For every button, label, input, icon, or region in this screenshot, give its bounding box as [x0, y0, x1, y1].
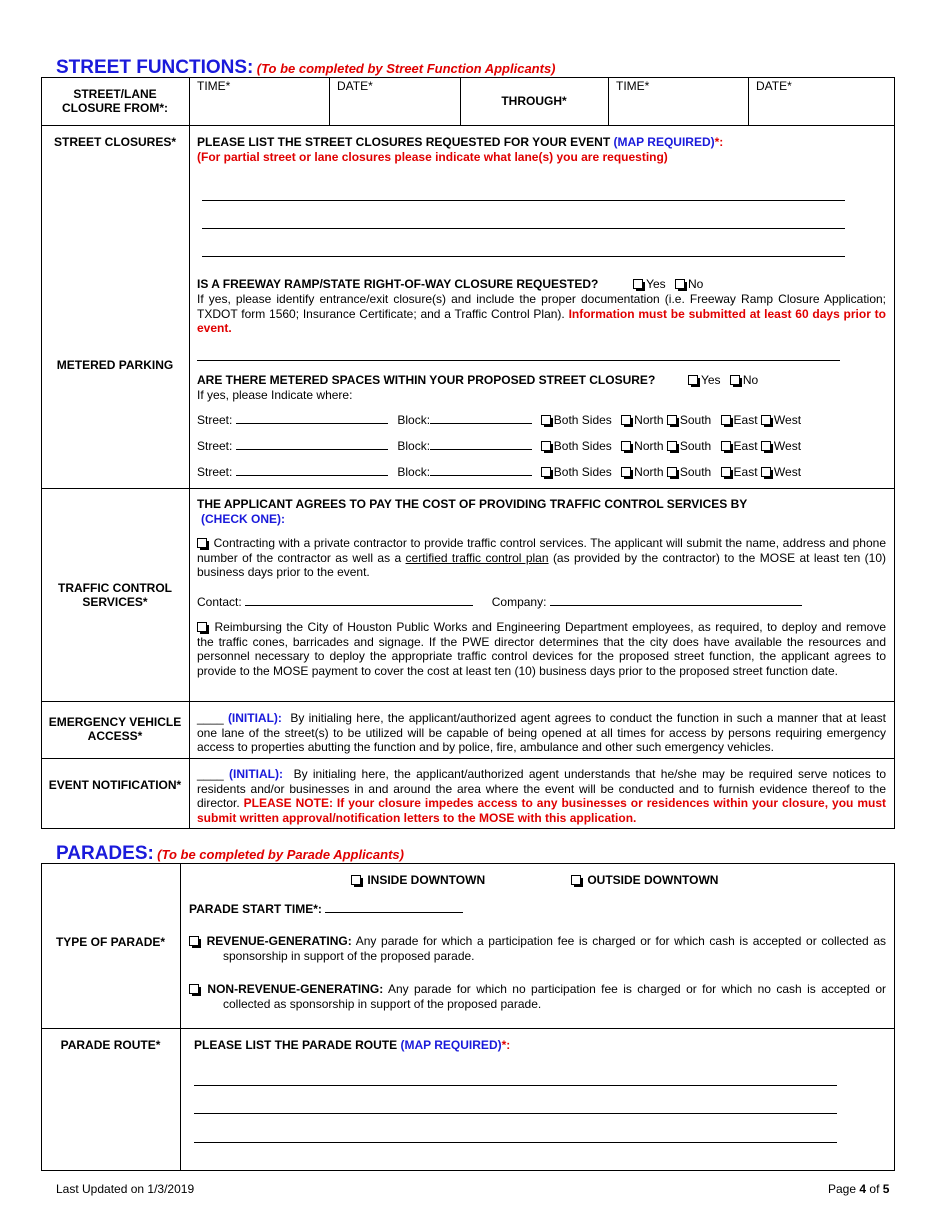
closures-line-3[interactable] [202, 256, 845, 257]
south-label: South [679, 439, 712, 453]
street-closures-label: STREET CLOSURES* [53, 135, 176, 149]
closures-heading-text: PLEASE LIST THE STREET CLOSURES REQUESTED FOR YOUR EVENT [197, 135, 611, 149]
east-checkbox[interactable] [721, 441, 731, 451]
contracting-text-2: (as provided by the contractor) to the MOSE at least ten (10) business days prior to the event. [197, 550, 886, 580]
metered-parking-label: METERED PARKING [56, 358, 174, 372]
block-field-label: Block: [397, 413, 431, 427]
freeway-no-label: No [687, 277, 704, 291]
street-field-label: Street: [197, 465, 233, 479]
date2-field-label: DATE* [756, 79, 792, 93]
parades-subtitle: (To be completed by Parade Applicants) [157, 847, 404, 862]
checkbox-icon [351, 875, 361, 885]
nonrevenue-checkbox[interactable] [189, 984, 199, 994]
closures-heading [197, 135, 723, 150]
metered-row [197, 413, 801, 428]
emergency-access-text [197, 711, 886, 755]
notification-initial-label: (INITIAL): [229, 767, 283, 781]
notification-warning: PLEASE NOTE: If your closure impedes access to any businesses or residences within your closure, you must submit written approval/notification letters to the MOSE with this application. [197, 796, 886, 825]
metered-question [197, 373, 758, 388]
checkbox-icon [571, 875, 581, 885]
reimbursing-text: Reimbursing the City of Houston Public Works and Engineering Department employees, as required, to deploy and remove the traffic cones, barricades and signage. If the PWE director determines that the city does have available the resources and personnel necessary to deploy the appropriate traffic control devices for the proposed street function, the applicant agrees to provide to the MOSE payment to cover the cost at least ten (10) business days prior to the proposed street function date. [197, 620, 886, 678]
north-checkbox[interactable] [621, 441, 631, 451]
inside-downtown-option[interactable] [351, 873, 485, 888]
start-time-input[interactable] [325, 902, 463, 913]
event-notification-text [197, 767, 886, 826]
both-sides-label: Both Sides [553, 413, 612, 427]
route-line-1[interactable] [194, 1085, 837, 1086]
checkbox-icon [633, 279, 643, 289]
event-notification-label: EVENT NOTIFICATION* [48, 778, 182, 792]
nonrevenue-option [189, 982, 886, 1011]
street-functions-heading: STREET FUNCTIONS: [56, 57, 254, 78]
checkbox-icon [675, 279, 685, 289]
revenue-checkbox[interactable] [189, 936, 199, 946]
row-divider [41, 758, 895, 759]
east-label: East [733, 413, 758, 427]
north-label: North [634, 439, 664, 453]
route-line-2[interactable] [194, 1113, 837, 1114]
column-divider [460, 77, 461, 125]
south-label: South [679, 465, 712, 479]
outside-downtown-option[interactable] [571, 873, 718, 888]
freeway-yes-label: Yes [646, 277, 666, 291]
street-field-label: Street: [197, 439, 233, 453]
time2-field-label: TIME* [616, 79, 650, 93]
freeway-question [197, 277, 703, 292]
row-divider [41, 701, 895, 702]
west-checkbox[interactable] [761, 441, 771, 451]
emergency-initial-input[interactable]: ____ [197, 711, 224, 725]
west-label: West [773, 413, 802, 427]
page-total: 5 [882, 1182, 890, 1196]
freeway-no-checkbox[interactable] [675, 277, 688, 291]
closures-line-2[interactable] [202, 228, 845, 229]
contracting-option [197, 536, 886, 580]
closure-from-time-input[interactable] [191, 92, 327, 122]
south-label: South [679, 413, 712, 427]
street-input[interactable] [236, 465, 388, 476]
east-label: East [733, 465, 758, 479]
column-divider [608, 77, 609, 125]
checkbox-icon [730, 375, 740, 385]
closure-through-time-input[interactable] [610, 92, 746, 122]
block-input[interactable] [430, 413, 532, 424]
west-checkbox[interactable] [761, 415, 771, 425]
closures-line-1[interactable] [202, 200, 845, 201]
traffic-control-label: TRAFFIC CONTROL SERVICES* [58, 581, 172, 610]
route-line-3[interactable] [194, 1142, 837, 1143]
both-sides-checkbox[interactable] [541, 415, 551, 425]
west-label: West [773, 439, 802, 453]
column-divider [180, 863, 181, 1171]
south-checkbox[interactable] [667, 467, 677, 477]
column-divider [189, 77, 190, 829]
emergency-text: By initialing here, the applicant/authorized agent agrees to conduct the function in such a manner that at least one lane of the street(s) to be utilized will be capable of being opened at all times for access by persons requiring emergency access to properties abutting the function and by police, fire, ambulance and other such emergency vehicles. [197, 711, 886, 755]
freeway-instructions [197, 292, 886, 336]
certified-plan-text: certified traffic control plan [405, 550, 549, 565]
start-time-label: PARADE START TIME*: [189, 902, 322, 916]
south-checkbox[interactable] [667, 415, 677, 425]
contact-row [197, 595, 802, 610]
block-input[interactable] [430, 465, 532, 476]
row-divider [41, 488, 895, 489]
closure-from-date-input[interactable] [331, 92, 458, 122]
company-field-label: Company: [491, 595, 547, 609]
closures-map-required: (MAP REQUIRED) [613, 135, 715, 149]
north-label: North [634, 465, 664, 479]
street-field-label: Street: [197, 413, 233, 427]
block-field-label: Block: [397, 439, 431, 453]
company-input[interactable] [550, 595, 802, 606]
street-functions-subtitle: (To be completed by Street Function Applicants) [256, 61, 556, 76]
reimbursing-option [197, 620, 886, 679]
east-checkbox[interactable] [721, 467, 731, 477]
west-checkbox[interactable] [761, 467, 771, 477]
page-current: 4 [859, 1182, 867, 1196]
south-checkbox[interactable] [667, 441, 677, 451]
inside-downtown-label: INSIDE DOWNTOWN [367, 873, 486, 887]
revenue-text: Any parade for which a participation fee is charged or for which cash is accepted or collected as sponsorship in support of the proposed parade. [223, 934, 886, 963]
route-heading-text: PLEASE LIST THE PARADE ROUTE [194, 1038, 398, 1052]
checkbox-icon [688, 375, 698, 385]
page-of: of [869, 1182, 880, 1196]
freeway-yes-checkbox[interactable] [633, 277, 646, 291]
nonrevenue-text: Any parade for which no participation fee is charged or for which no cash is accepted or collected as sponsorship in support of the proposed parade. [223, 982, 886, 1011]
reimbursing-checkbox[interactable] [197, 622, 207, 632]
street-input[interactable] [236, 439, 388, 450]
block-input[interactable] [430, 439, 532, 450]
parades-heading: PARADES: [56, 843, 154, 864]
east-label: East [733, 439, 758, 453]
column-divider [329, 77, 330, 125]
contracting-text: Contracting with a private contractor to provide traffic control services. The applicant will submit the name, address and phone number of the contractor as well as a [197, 536, 886, 565]
freeway-question-text: IS A FREEWAY RAMP/STATE RIGHT-OF-WAY CLOSURE REQUESTED? [197, 277, 599, 291]
both-sides-checkbox[interactable] [541, 441, 551, 451]
notification-initial-input[interactable]: ____ [197, 767, 224, 781]
north-checkbox[interactable] [621, 467, 631, 477]
freeway-warning: Information must be submitted at least 60 days prior to event. [197, 306, 886, 336]
page-number [828, 1182, 889, 1197]
check-one-label: (CHECK ONE): [201, 512, 285, 526]
both-sides-label: Both Sides [553, 439, 612, 453]
west-label: West [773, 465, 802, 479]
outside-downtown-label: OUTSIDE DOWNTOWN [587, 873, 719, 887]
type-of-parade-label: TYPE OF PARADE* [55, 935, 166, 949]
route-heading [194, 1038, 510, 1053]
closures-required-mark: *: [714, 135, 724, 149]
last-updated: Last Updated on 1/3/2019 [56, 1182, 195, 1196]
north-label: North [634, 413, 664, 427]
metered-no-checkbox[interactable] [730, 373, 743, 387]
block-field-label: Block: [397, 465, 431, 479]
both-sides-label: Both Sides [553, 465, 612, 479]
metered-yes-label: Yes [700, 373, 721, 387]
closure-through-date-input[interactable] [750, 92, 892, 122]
contact-input[interactable] [245, 595, 473, 606]
freeway-closure-line[interactable] [197, 360, 840, 361]
street-input[interactable] [236, 413, 388, 424]
closures-note: (For partial street or lane closures please indicate what lane(s) you are requesting) [197, 150, 668, 164]
freeway-text: If yes, please identify entrance/exit closure(s) and include the proper documentation (i.e. Freeway Ramp Closure Application; TXDOT form 1560; Insurance Certificate; and a Traffic Control Plan). [197, 292, 886, 321]
nonrevenue-label: NON-REVENUE-GENERATING: [207, 982, 384, 996]
through-label: THROUGH* [501, 94, 567, 108]
metered-row [197, 439, 801, 454]
time-field-label: TIME* [197, 79, 231, 93]
east-checkbox[interactable] [721, 415, 731, 425]
parade-route-label: PARADE ROUTE* [60, 1038, 161, 1052]
parades-table [41, 863, 895, 1171]
route-map-required: (MAP REQUIRED) [400, 1038, 502, 1052]
metered-yes-checkbox[interactable] [688, 373, 701, 387]
revenue-label: REVENUE-GENERATING: [206, 934, 352, 948]
metered-question-text: ARE THERE METERED SPACES WITHIN YOUR PROPOSED STREET CLOSURE? [197, 373, 656, 387]
route-required-mark: *: [501, 1038, 511, 1052]
notification-text: By initialing here, the applicant/authorized agent understands that he/she may be required serve notices to residents and/or businesses in and around the area where the event will be conducted and to furnish evidence thereof to the director. [197, 767, 886, 811]
column-divider [748, 77, 749, 125]
contracting-checkbox[interactable] [197, 538, 207, 548]
closure-from-label: STREET/LANE CLOSURE FROM*: [62, 87, 168, 116]
parade-start-time [189, 902, 463, 917]
traffic-heading: THE APPLICANT AGREES TO PAY THE COST OF PROVIDING TRAFFIC CONTROL SERVICES BY [197, 497, 748, 511]
metered-if-yes: If yes, please Indicate where: [197, 388, 353, 402]
north-checkbox[interactable] [621, 415, 631, 425]
row-divider [41, 1028, 895, 1029]
emergency-access-label: EMERGENCY VEHICLE ACCESS* [48, 715, 182, 744]
metered-row [197, 465, 801, 480]
page-prefix: Page [828, 1182, 857, 1196]
emergency-initial-label: (INITIAL): [227, 711, 282, 725]
contact-field-label: Contact: [197, 595, 242, 609]
row-divider [41, 125, 895, 126]
revenue-option [189, 934, 886, 963]
both-sides-checkbox[interactable] [541, 467, 551, 477]
date-field-label: DATE* [337, 79, 373, 93]
metered-no-label: No [742, 373, 759, 387]
